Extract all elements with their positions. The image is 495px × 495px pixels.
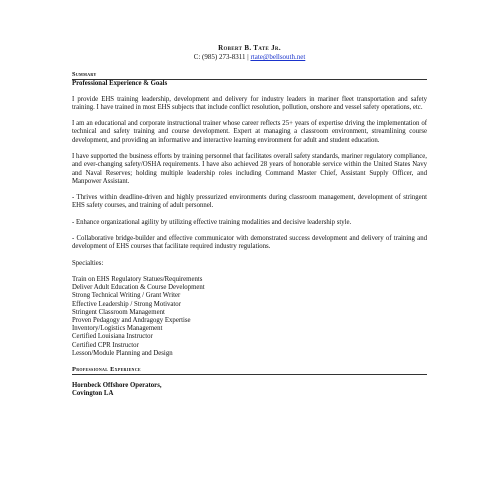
- list-item: Certified CPR Instructor: [72, 341, 139, 349]
- summary-bullet-3: - Collaborative bridge-builder and effective communicator with demonstrated success development and delivery of training and development of EHS courses that facilitate required industry regulations.: [72, 235, 427, 251]
- list-item: Deliver Adult Education & Course Development: [72, 284, 205, 292]
- list-item: Lesson/Module Planning and Design: [72, 349, 173, 357]
- contact-separator: |: [245, 53, 251, 61]
- list-item: Train on EHS Regulatory Statues/Requirements: [72, 275, 203, 283]
- list-item: Stringent Classroom Management: [72, 308, 165, 316]
- experience-heading: Professional Experience: [72, 365, 141, 373]
- specialties-list: [72, 276, 427, 358]
- list-item: Certified Louisiana Instructor: [72, 333, 153, 341]
- summary-paragraph-3: I have supported the business efforts by training personnel that facilitates overall safety standards, mariner regulatory compliance, and ever-changing safety/OSHA requirements. I have also achieved 28 years of honorable service within the United States Navy and Naval Reserves; holding multiple leadership roles including Command Master Chief, Assistant Supply Officer, and Manpower Assistant.: [72, 152, 427, 185]
- specialties-label: Specialties:: [72, 259, 104, 267]
- list-item: Inventory/Logistics Management: [72, 325, 163, 333]
- candidate-name: Robert B. Tate Jr.: [218, 44, 281, 52]
- summary-subheading: Professional Experience & Goals: [72, 80, 168, 87]
- list-item: Strong Technical Writing / Grant Writer: [72, 292, 181, 300]
- phone-number: C: (985) 273-8311: [193, 53, 246, 61]
- summary-paragraph-1: I provide EHS training leadership, development and delivery for industry leaders in mariner fleet transportation and safety training. I have trained in most EHS subjects that include conflict resolution, pollution, onshore and vessel safety operations, etc.: [72, 95, 427, 111]
- email-link[interactable]: rtate@bellsouth.net: [250, 53, 306, 61]
- list-item: Effective Leadership / Strong Motivator: [72, 300, 181, 308]
- summary-bullet-2: - Enhance organizational agility by utilizing effective training modalities and decisive leadership style.: [72, 218, 352, 226]
- employer-name: Hornbeck Offshore Operators,: [72, 381, 162, 389]
- summary-heading: Summary: [72, 71, 97, 78]
- summary-bullet-1: - Thrives within deadline-driven and highly pressurized environments during classroom management, development of stringent EHS safety courses, and training of adult personnel.: [72, 194, 427, 210]
- resume-header: [72, 44, 427, 62]
- contact-line: [72, 53, 427, 62]
- summary-paragraph-2: I am an educational and corporate instructional trainer whose career reflects 25+ years of expertise driving the implementation of technical and safety training and course development. Expert at managing a classroom environment, streamlining course development, and providing an informative and interactive learning environment for adult and student education.: [72, 120, 427, 144]
- employer-location: Covington LA: [72, 390, 114, 398]
- list-item: Proven Pedagogy and Andragogy Expertise: [72, 316, 191, 324]
